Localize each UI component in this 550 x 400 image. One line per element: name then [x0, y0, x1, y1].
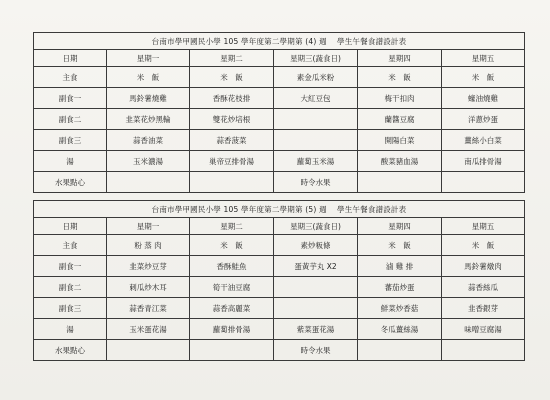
- table-cell: 韭香銀芽: [442, 298, 525, 319]
- header-thu: 星期四: [358, 218, 442, 235]
- table-cell: 薑絲小白菜: [442, 130, 525, 151]
- table-cell: 開陽白菜: [358, 130, 442, 151]
- table-cell: 鮮菜炒香菇: [358, 298, 442, 319]
- header-wed: 星期三(蔬食日): [274, 50, 358, 67]
- table-cell: 蒜香油菜: [107, 130, 190, 151]
- table-cell: 玉米濃湯: [107, 151, 190, 172]
- row-label: 副食三: [34, 130, 107, 151]
- table-cell: 米 飯: [442, 235, 525, 256]
- header-row: [34, 218, 525, 235]
- table-row: [34, 88, 525, 109]
- table-title: 台南市學甲國民小學 105 學年度第二學期第 (5) 週 學生午餐食譜設計表: [34, 201, 525, 218]
- table-cell: [274, 298, 358, 319]
- table-cell: 馬鈴薯燉肉: [442, 256, 525, 277]
- row-label: 湯: [34, 151, 107, 172]
- row-label: 副食二: [34, 277, 107, 298]
- table-cell: 紫菜蛋花湯: [274, 319, 358, 340]
- header-tue: 星期二: [190, 50, 274, 67]
- table-cell: [190, 340, 274, 361]
- table-cell: 蒜香高麗菜: [190, 298, 274, 319]
- table-cell: 蛋黃芋丸 X2: [274, 256, 358, 277]
- table-cell: 香酥鮭魚: [190, 256, 274, 277]
- table-cell: 蒜香絲瓜: [442, 277, 525, 298]
- table-cell: [274, 130, 358, 151]
- header-date: 日期: [34, 218, 107, 235]
- table-cell: 米 飯: [107, 67, 190, 88]
- table-row: [34, 109, 525, 130]
- table-cell: [442, 340, 525, 361]
- table-row: [34, 172, 525, 193]
- row-label: 水果點心: [34, 172, 107, 193]
- table-cell: 洋蔥炒蛋: [442, 109, 525, 130]
- table-row: [34, 151, 525, 172]
- table-cell: 大紅豆包: [274, 88, 358, 109]
- table-cell: [274, 109, 358, 130]
- menu-table-week-4: [33, 32, 525, 193]
- table-cell: [107, 340, 190, 361]
- table-cell: 南瓜排骨湯: [442, 151, 525, 172]
- table-cell: 米 飯: [358, 67, 442, 88]
- row-label: 水果點心: [34, 340, 107, 361]
- table-row: [34, 277, 525, 298]
- table-cell: 蘿蔔排骨湯: [190, 319, 274, 340]
- table-cell: [107, 172, 190, 193]
- row-label: 副食三: [34, 298, 107, 319]
- table-cell: 滷 雞 排: [358, 256, 442, 277]
- table-cell: 雙花炒培根: [190, 109, 274, 130]
- table-row: [34, 256, 525, 277]
- header-wed: 星期三(蔬食日): [274, 218, 358, 235]
- row-label: 湯: [34, 319, 107, 340]
- header-tue: 星期二: [190, 218, 274, 235]
- table-cell: 蘭醬豆腐: [358, 109, 442, 130]
- table-cell: 蒜香青江菜: [107, 298, 190, 319]
- table-row: [34, 67, 525, 88]
- table-cell: 巢帝豆排骨湯: [190, 151, 274, 172]
- table-cell: 米 飯: [190, 235, 274, 256]
- table-row: [34, 130, 525, 151]
- row-label: 副食一: [34, 88, 107, 109]
- table-cell: 馬鈴薯燒雞: [107, 88, 190, 109]
- table-cell: 酸菜豬血湯: [358, 151, 442, 172]
- header-row: [34, 50, 525, 67]
- table-cell: 米 飯: [190, 67, 274, 88]
- table-cell: 時令水果: [274, 172, 358, 193]
- table-cell: 蘿蔔玉米湯: [274, 151, 358, 172]
- table-cell: 時令水果: [274, 340, 358, 361]
- table-cell: 素炒粄條: [274, 235, 358, 256]
- table-cell: 冬瓜薑絲湯: [358, 319, 442, 340]
- table-row: [34, 235, 525, 256]
- table-cell: [358, 172, 442, 193]
- header-thu: 星期四: [358, 50, 442, 67]
- table-cell: 味噌豆腐湯: [442, 319, 525, 340]
- table-cell: 玉米蛋花湯: [107, 319, 190, 340]
- table-row: [34, 298, 525, 319]
- table-cell: 梅干扣肉: [358, 88, 442, 109]
- table-title: 台南市學甲國民小學 105 學年度第二學期第 (4) 週 學生午餐食譜設計表: [34, 33, 525, 50]
- header-mon: 星期一: [107, 218, 190, 235]
- table-cell: [358, 340, 442, 361]
- row-label: 副食二: [34, 109, 107, 130]
- table-cell: 刺瓜炒木耳: [107, 277, 190, 298]
- table-row: [34, 319, 525, 340]
- table-cell: 香酥花枝排: [190, 88, 274, 109]
- table-cell: 筍干油豆腐: [190, 277, 274, 298]
- header-fri: 星期五: [442, 50, 525, 67]
- table-cell: 韭菜花炒黑輪: [107, 109, 190, 130]
- header-mon: 星期一: [107, 50, 190, 67]
- row-label: 主食: [34, 67, 107, 88]
- table-row: [34, 340, 525, 361]
- row-label: 副食一: [34, 256, 107, 277]
- header-fri: 星期五: [442, 218, 525, 235]
- menu-table-week-5: [33, 200, 525, 361]
- table-cell: [190, 172, 274, 193]
- table-cell: 粉 蒸 肉: [107, 235, 190, 256]
- table-cell: [274, 277, 358, 298]
- table-cell: 韭菜炒豆芽: [107, 256, 190, 277]
- table-cell: [442, 172, 525, 193]
- table-cell: 米 飯: [442, 67, 525, 88]
- table-cell: 蕃茄炒蛋: [358, 277, 442, 298]
- table-cell: 蠔油燒雞: [442, 88, 525, 109]
- table-cell: 米 飯: [358, 235, 442, 256]
- table-cell: 素金瓜米粉: [274, 67, 358, 88]
- row-label: 主食: [34, 235, 107, 256]
- table-cell: 蒜香菠菜: [190, 130, 274, 151]
- header-date: 日期: [34, 50, 107, 67]
